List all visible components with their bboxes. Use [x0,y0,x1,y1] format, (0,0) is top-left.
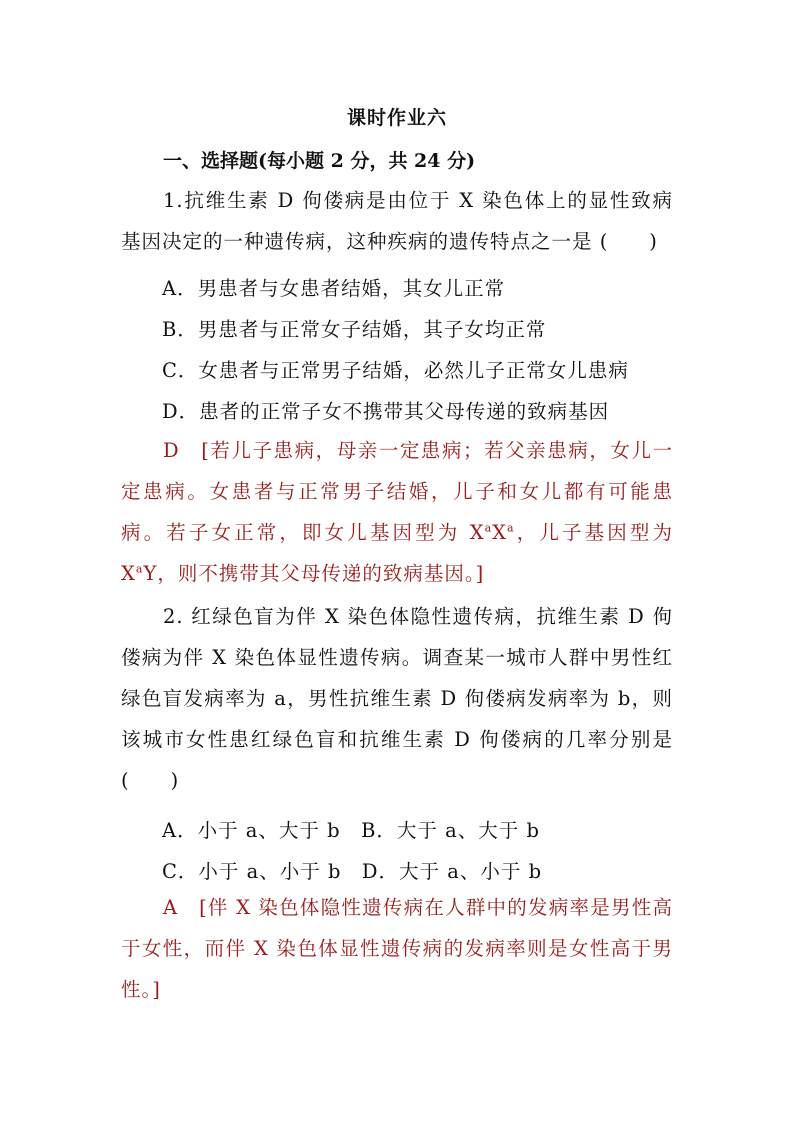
question-2-options-cd: C．小于 a、小于 b D．大于 a、小于 b [162,860,543,883]
question-1-option-b: B．男患者与正常女子结婚，其子女均正常 [162,318,547,341]
question-1-option-c: C．女患者与正常男子结婚，必然儿子正常女儿患病 [162,359,629,382]
question-2-stem: 2. 红绿色盲为伴 X 染色体隐性遗传病，抗维生素 D 佝偻病为伴 X 染色体显性遗传病。调查某一城市人群中男性红绿色盲发病率为 a，男性抗维生素 D 佝偻病发病率为 b，则该城市女性患红绿色盲和抗维生素 D 佝偻病的几率分别是 ( ) [121,605,673,792]
question-2-options-ab: A．小于 a、大于 b B．大于 a、大于 b [162,819,540,842]
page-title: 课时作业六 [346,107,447,129]
question-1-answer: D [若儿子患病，母亲一定患病；若父亲患病，女儿一定患病。女患者与正常男子结婚，儿子和女儿都有可能患病。若子女正常，即女儿基因型为 $X^aX^a$，儿子基因型为 $X^aY$，则不携带其父母传递的致病基因。] [121,439,673,585]
question-1-option-d: D．患者的正常子女不携带其父母传递的致病基因 [162,400,610,423]
question-2-answer: A [伴 X 染色体隐性遗传病在人群中的发病率是男性高于女性，而伴 X 染色体显性遗传病的发病率则是女性高于男性。] [121,896,673,1001]
question-1-option-a: A．男患者与女患者结婚，其女儿正常 [162,277,506,300]
question-1-stem: 1.抗维生素 D 佝偻病是由位于 X 染色体上的显性致病基因决定的一种遗传病，这种疾病的遗传特点之一是 ( ) [121,189,673,253]
section-heading: 一、选择题(每小题 2 分，共 24 分) [163,150,476,172]
